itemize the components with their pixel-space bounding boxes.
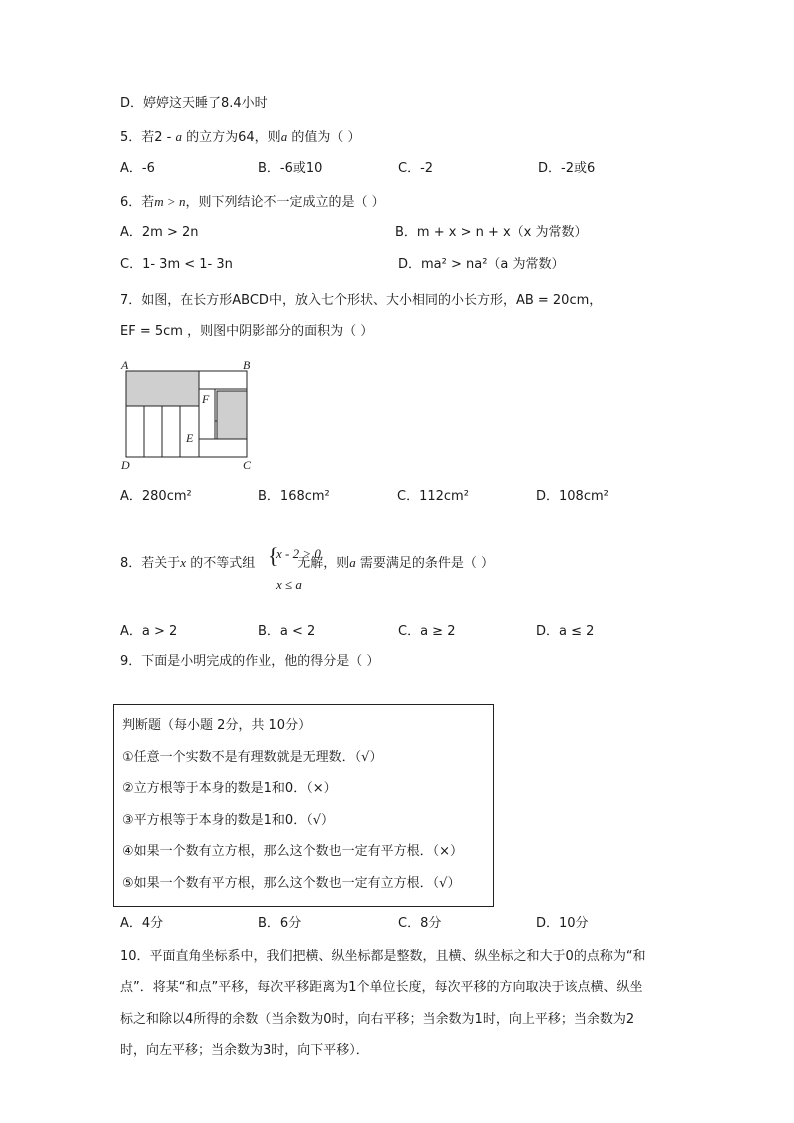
q8-var-x: x xyxy=(180,555,187,570)
q7-rectangle-figure xyxy=(118,358,263,473)
q6-option-d: D．ma² > na²（a 为常数） xyxy=(398,257,565,272)
q5-stem-part: 5．若2 - xyxy=(120,130,176,145)
q7-stem-line-2: EF = 5cm ，则图中阴影部分的面积为（ ） xyxy=(120,324,374,339)
q8-inequality-2 xyxy=(276,577,302,593)
q9-item-5: ⑤如果一个数有平方根，那么这个数也一定有立方根．（√） xyxy=(122,876,461,891)
shaded-rectangle-left xyxy=(126,371,199,406)
q8-stem-part: 需要满足的条件是（ ） xyxy=(355,556,494,571)
q8-system-brace: { xyxy=(268,543,279,568)
q6-stem xyxy=(120,193,385,212)
q8-ineq-2-text: x ≤ a xyxy=(276,577,302,592)
q5-var-a: a xyxy=(280,129,288,144)
q8-stem-part: 无解，则 xyxy=(297,556,350,571)
shaded-rectangle-right xyxy=(217,391,247,439)
q9-box-title: 判断题（每小题 2分，共 10分） xyxy=(122,718,312,733)
q6-condition: m > n xyxy=(154,194,186,209)
q6-option-b: B．m + x > n + x（x 为常数） xyxy=(395,225,588,240)
q5-option-b: B．-6或10 xyxy=(258,161,323,176)
q8-stem-part: 8．若关于 xyxy=(120,556,181,571)
label-f: F xyxy=(202,392,210,406)
q10-line-2: 点”．将某“和点”平移，每次平移距离为1个单位长度，每次平移的方向取决于该点横、纵坐 xyxy=(120,980,643,995)
q10-line-4: 时，向左平移；当余数为3时，向下平移）． xyxy=(120,1043,369,1058)
q6-option-a: A．2m > 2n xyxy=(120,225,199,240)
q7-option-d: D．108cm² xyxy=(536,489,609,504)
label-c: C xyxy=(243,458,252,472)
label-e: E xyxy=(186,431,194,445)
q4-option-d: D．婷婷这天睡了8.4小时 xyxy=(120,96,268,111)
q9-option-d: D．10分 xyxy=(536,916,589,931)
q7-option-b: B．168cm² xyxy=(258,489,330,504)
q5-var-a: a xyxy=(175,129,182,144)
q9-homework-box xyxy=(113,704,494,907)
q8-option-a: A．a > 2 xyxy=(120,624,178,639)
q10-line-3: 标之和除以4所得的余数（当余数为0时，向右平移；当余数为1时，向上平移；当余数为2 xyxy=(120,1012,635,1027)
q9-item-2: ②立方根等于本身的数是1和0．（×） xyxy=(122,781,337,796)
q8-option-b: B．a < 2 xyxy=(258,624,316,639)
q9-option-b: B．6分 xyxy=(258,916,302,931)
q6-stem-part: ，则下列结论不一定成立的是（ ） xyxy=(185,195,385,210)
q9-option-a: A．4分 xyxy=(120,916,164,931)
q5-stem xyxy=(120,128,360,147)
q9-item-1: ①任意一个实数不是有理数就是无理数．（√） xyxy=(122,750,383,765)
q5-option-c: C．-2 xyxy=(398,161,434,176)
q6-option-c: C．1- 3m < 1- 3n xyxy=(120,257,233,272)
q8-ineq-1-text: x - 2 > 0 xyxy=(276,546,321,561)
q5-stem-part: 的值为（ ） xyxy=(287,130,361,145)
label-d: D xyxy=(121,458,130,472)
q8-stem-part: 的不等式组 xyxy=(186,556,256,571)
q7-stem-line-1: 7．如图，在长方形ABCD中，放入七个形状、大小相同的小长方形，AB = 20cm， xyxy=(120,293,603,308)
q9-stem: 9．下面是小明完成的作业，他的得分是（ ） xyxy=(120,654,380,669)
q9-item-4: ④如果一个数有立方根，那么这个数也一定有平方根．（×） xyxy=(122,844,464,859)
q7-option-a: A．280cm² xyxy=(120,489,192,504)
q5-option-d: D．-2或6 xyxy=(538,161,596,176)
q8-var-a: a xyxy=(349,555,356,570)
q9-option-c: C．8分 xyxy=(398,916,442,931)
q7-option-c: C．112cm² xyxy=(397,489,469,504)
q8-option-c: C．a ≥ 2 xyxy=(398,624,456,639)
q10-line-1: 10．平面直角坐标系中，我们把横、纵坐标都是整数，且横、纵坐标之和大于0的点称为“和 xyxy=(120,949,646,964)
q8-inequality-1 xyxy=(276,546,321,562)
label-b: B xyxy=(243,358,251,372)
label-a: A xyxy=(121,358,129,372)
q8-option-d: D．a ≤ 2 xyxy=(536,624,595,639)
q6-stem-part: 6．若 xyxy=(120,195,155,210)
q5-option-a: A．-6 xyxy=(120,161,155,176)
q5-stem-part: 的立方为64，则 xyxy=(182,130,281,145)
q9-item-3: ③平方根等于本身的数是1和0．（√） xyxy=(122,813,334,828)
